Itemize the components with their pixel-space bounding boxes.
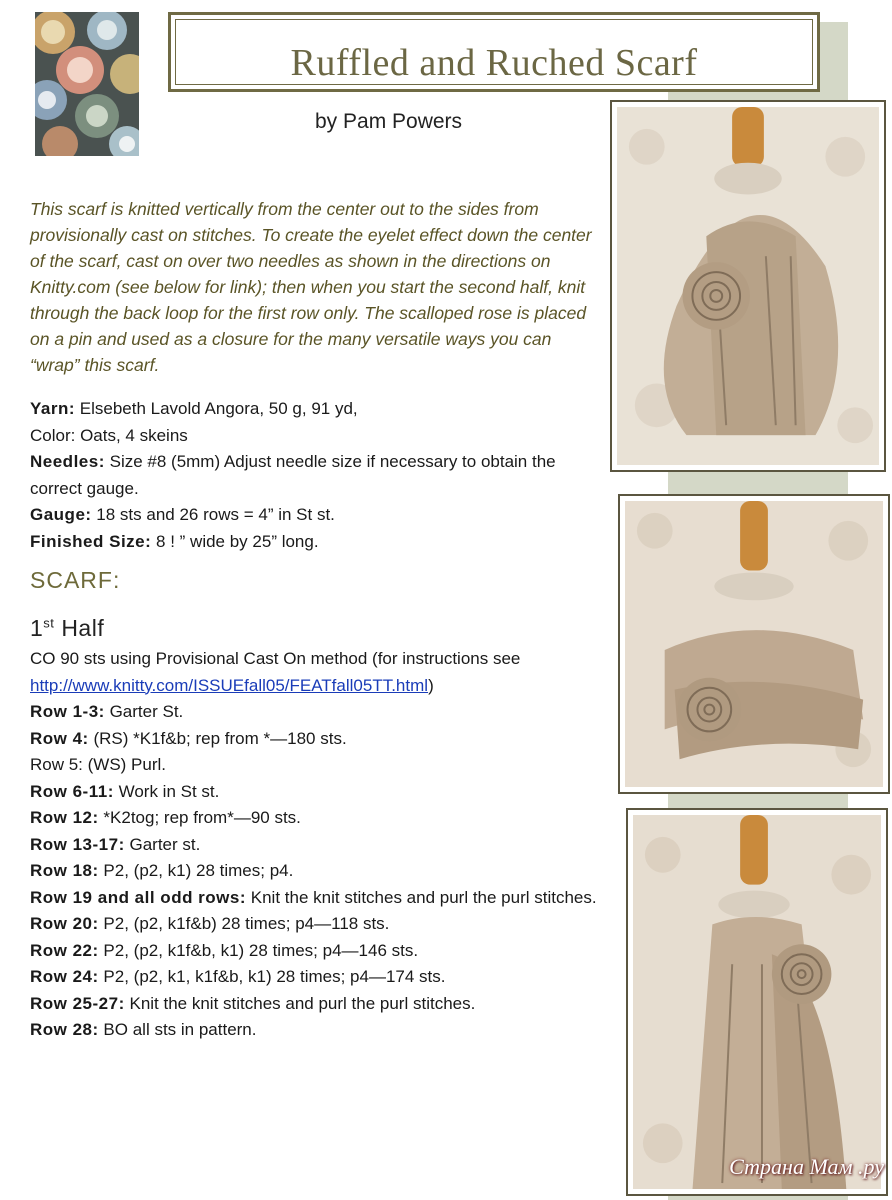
instruction-row-text: Knit the knit stitches and purl the purl stitches.	[250, 887, 597, 907]
cast-on-line	[30, 646, 600, 699]
logo-image	[35, 12, 139, 156]
instructions-block	[30, 646, 600, 1044]
instruction-row	[30, 885, 600, 912]
intro-paragraph: This scarf is knitted vertically from the center out to the sides from provisionally cast on stitches. To create the eyelet effect down the center of the scarf, cast on over two needles as shown in the directions on Knitty.com (see below for link); then when you start the second half, knit through the back loop for the first row only. The scalloped rose is placed on a pin and used as a closure for the many versatile ways you can “wrap” this scarf.	[30, 199, 592, 375]
instruction-row	[30, 726, 600, 753]
instruction-row	[30, 991, 600, 1018]
instruction-row	[30, 805, 600, 832]
instruction-row-text: Row 5: (WS) Purl.	[30, 755, 167, 774]
instruction-row	[30, 911, 600, 938]
yarn-value: Elsebeth Lavold Angora, 50 g, 91 yd,	[79, 399, 358, 418]
knitty-link[interactable]: http://www.knitty.com/ISSUEfall05/FEATfall05TT.html	[30, 675, 429, 695]
scarf-photo-1	[610, 100, 886, 472]
instruction-row-label: Row 1-3:	[30, 702, 105, 721]
instruction-row-label: Row 18:	[30, 861, 99, 880]
needles-label: Needles:	[30, 452, 105, 471]
scarf-photo-3	[626, 808, 888, 1196]
instruction-row-label: Row 24:	[30, 967, 99, 986]
instruction-row-label: Row 28:	[30, 1020, 99, 1039]
instruction-row-text: P2, (p2, k1f&b, k1) 28 times; p4—146 sts.	[103, 940, 419, 960]
first-half-heading	[30, 615, 104, 642]
scarf-heading: SCARF:	[30, 567, 121, 593]
specs-block	[30, 396, 600, 555]
color-line: Color: Oats, 4 skeins	[30, 425, 188, 445]
needles-value: Size #8 (5mm) Adjust needle size if necessary to obtain the correct gauge.	[30, 452, 556, 498]
instruction-row	[30, 938, 600, 965]
needles-line	[30, 449, 600, 502]
gauge-line	[30, 502, 600, 529]
instruction-row-label: Row 22:	[30, 940, 99, 960]
title-box	[168, 12, 820, 92]
instruction-row	[30, 964, 600, 991]
instruction-row-text: *K2tog; rep from*—90 sts.	[103, 808, 301, 827]
gauge-label: Gauge:	[30, 505, 92, 524]
size-line	[30, 529, 600, 556]
instruction-row-label: Row 13-17:	[30, 834, 125, 854]
instruction-row-text: P2, (p2, k1) 28 times; p4.	[103, 861, 294, 880]
instruction-row-text: Knit the knit stitches and purl the purl stitches.	[129, 993, 476, 1013]
instruction-row-text: Work in St st.	[118, 781, 220, 801]
instruction-row-text: (RS) *K1f&b; rep from *—180 sts.	[93, 728, 347, 748]
instruction-row-text: BO all sts in pattern.	[103, 1020, 257, 1039]
half-number: 1	[30, 615, 44, 641]
link-close: )	[428, 675, 434, 695]
gauge-value: 18 sts and 26 rows = 4” in St st.	[96, 505, 335, 524]
instruction-row-label: Row 12:	[30, 808, 99, 827]
instruction-row-label: Row 20:	[30, 914, 99, 933]
half-sup: st	[43, 615, 55, 631]
site-watermark: Страна Мам .ру	[729, 1154, 884, 1179]
instruction-row-text: Garter St.	[109, 702, 184, 721]
page-title: Ruffled and Ruched Scarf	[290, 42, 698, 84]
yarn-line	[30, 396, 600, 423]
instruction-row	[30, 699, 600, 726]
instruction-row	[30, 779, 600, 806]
instruction-row-label: Row 25-27:	[30, 993, 125, 1013]
size-label: Finished Size:	[30, 531, 152, 551]
scarf-photo-2	[618, 494, 890, 794]
half-text: Half	[61, 615, 105, 641]
instruction-row-label: Row 4:	[30, 728, 89, 748]
instruction-row-label: Row 19 and all odd rows:	[30, 887, 247, 907]
instruction-row	[30, 832, 600, 859]
instruction-row-label: Row 6-11:	[30, 781, 114, 801]
instruction-row-text: P2, (p2, k1f&b) 28 times; p4—118 sts.	[103, 914, 390, 933]
yarn-label: Yarn:	[30, 399, 76, 418]
instruction-row-text: P2, (p2, k1, k1f&b, k1) 28 times; p4—174 sts.	[103, 967, 446, 986]
byline: by Pam Powers	[315, 110, 463, 133]
row-list	[30, 699, 600, 1044]
cast-on-text: CO 90 sts using Provisional Cast On method (for instructions see	[30, 649, 521, 668]
instruction-row	[30, 858, 600, 885]
instruction-row	[30, 752, 600, 779]
instruction-row	[30, 1017, 600, 1044]
instruction-row-text: Garter st.	[129, 834, 201, 854]
size-value: 8 ! ” wide by 25” long.	[156, 531, 319, 551]
